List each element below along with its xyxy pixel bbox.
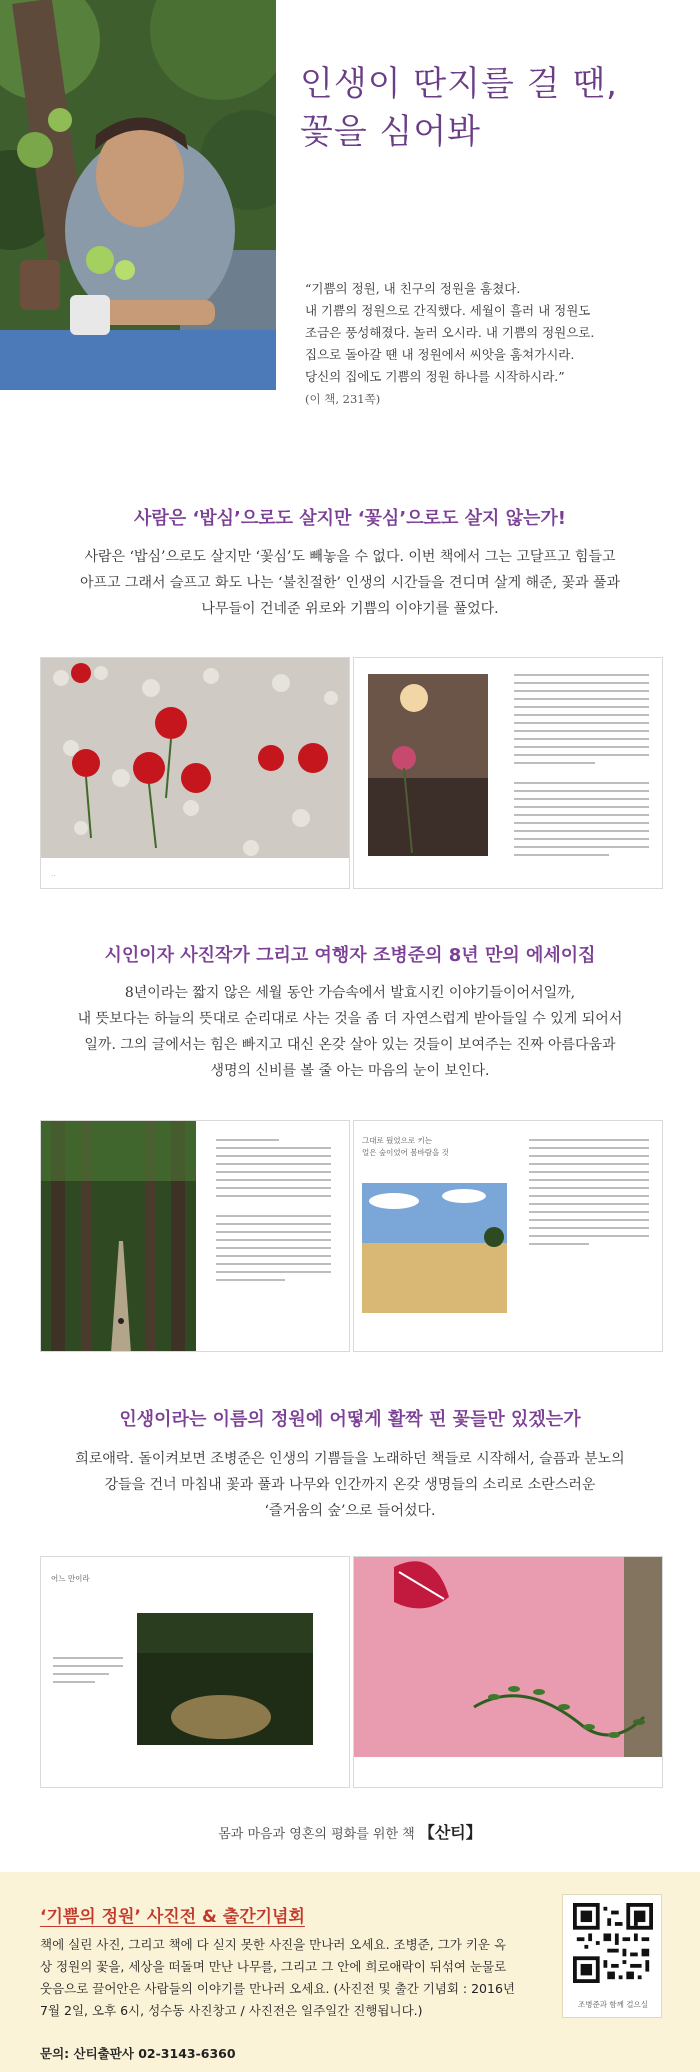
event-line: 상 정원의 꽃을, 세상을 떠돌며 만난 나무를, 그리고 그 안에 희로애락이 뒤섞여 눈물로: [40, 1959, 507, 1974]
body-line: 내 뜻보다는 하늘의 뜻대로 순리대로 사는 것을 좀 더 자연스럽게 받아들일 수 있게 되어서: [77, 1011, 623, 1027]
quote-line: “기쁨의 정원, 내 친구의 정원을 훔쳤다.: [305, 281, 521, 296]
hero-section: [0, 0, 700, 430]
book-quote: [305, 278, 675, 410]
page-caption-line: 그대로 뒀었으로 키는: [362, 1136, 432, 1145]
section-3-body: [50, 1446, 650, 1524]
event-description: [40, 1934, 540, 2022]
body-line: 아프고 그래서 슬프고 화도 나는 ‘불친절한’ 인생의 시간들을 견디며 살게 해준, 꽃과 풀과: [79, 575, 621, 591]
page-caption-line: 얼은 숲이었어 봄바람을 것: [362, 1148, 449, 1157]
quote-line: 조금은 풍성해졌다. 놀러 오시라. 내 기쁨의 정원으로.: [305, 325, 595, 340]
page-text-placeholder: [216, 1139, 331, 1287]
quote-line: 집으로 돌아갈 땐 내 정원에서 씨앗을 훔쳐가시라.: [305, 347, 575, 362]
qr-code-icon[interactable]: [573, 1903, 653, 1983]
body-line: 희로애락. 돌이켜보면 조병준은 인생의 기쁨들을 노래하던 책들로 시작해서, 슬픔과 분노의: [75, 1451, 625, 1467]
qr-label: 조병준과 함께 걸으실: [578, 2000, 648, 2009]
imprint-tagline: 몸과 마음과 영혼의 평화를 위한 책: [218, 1827, 415, 1842]
book-page-image-tree-path: [40, 1120, 350, 1352]
section-2-heading: 시인이자 사진작가 그리고 여행자 조병준의 8년 만의 에세이집: [104, 945, 596, 966]
qr-code-card[interactable]: [562, 1894, 662, 2018]
event-line: 책에 실린 사진, 그리고 책에 다 싣지 못한 사진을 만나러 오세요. 조병준, 그가 키운 옥: [40, 1937, 507, 1952]
event-contact: 문의: 산티출판사 02-3143-6360: [40, 2046, 236, 2061]
hero-title-line-2: 꽃을 심어봐: [300, 112, 482, 152]
author-photo: [0, 0, 276, 390]
page-text-placeholder: [529, 1139, 649, 1251]
page-number: ··: [51, 872, 56, 880]
hero-title-line-1: 인생이 딴지를 걸 땐,: [300, 64, 618, 104]
body-line: 일까. 그의 글에서는 힘은 빠지고 대신 온갖 살아 있는 것들이 보여주는 진짜 아름다움과: [84, 1037, 616, 1053]
quote-line: 내 기쁨의 정원으로 간직했다. 세월이 흘러 내 정원도: [305, 303, 591, 318]
page-header: 어느 만이라: [51, 1574, 90, 1583]
event-line: 7월 2일, 오후 6시, 성수동 사진창고 / 사진전은 일주일간 진행됩니다.): [40, 2003, 423, 2018]
event-section: [0, 1872, 700, 2072]
book-page-image-forest-gate: [40, 1556, 350, 1788]
event-line: 웃음으로 끌어안은 사람들의 이야기를 만나러 오세요. (사진전 및 출간 기념회 : 2016년: [40, 1981, 515, 1996]
body-line: 8년이라는 짧지 않은 세월 동안 가슴속에서 발효시킨 이야기들이어서일까,: [124, 985, 576, 1001]
body-line: ‘즐거움의 숲’으로 들어섰다.: [264, 1503, 436, 1519]
event-title: ‘기쁨의 정원’ 사진전 & 출간기념회: [40, 1907, 305, 1927]
section-2-body: [50, 980, 650, 1084]
publisher-logo: 【산티】: [418, 1823, 482, 1842]
body-line: 생명의 신비를 볼 줄 아는 마음의 눈이 보인다.: [210, 1063, 490, 1079]
book-page-image-wheat-field: [353, 1120, 663, 1352]
book-page-image-roses: [40, 657, 350, 889]
body-line: 나무들이 건네준 위로와 기쁨의 이야기를 풀었다.: [201, 601, 499, 617]
section-1-heading: 사람은 ‘밥심’으로도 살지만 ‘꽃심’으로도 살지 않는가!: [133, 508, 567, 529]
body-line: 강들을 건너 마침내 꽃과 풀과 나무와 인간까지 온갖 생명들의 소리로 소란스러운: [104, 1477, 596, 1493]
section-1-body: [50, 544, 650, 622]
page-text-placeholder: [514, 674, 649, 862]
quote-citation: (이 책, 231쪽): [305, 392, 381, 406]
section-3-heading: 인생이라는 이름의 정원에 어떻게 활짝 핀 꽃들만 있겠는가: [119, 1409, 581, 1430]
quote-line: 당신의 집에도 기쁨의 정원 하나를 시작하시라.”: [305, 369, 565, 384]
body-line: 사람은 ‘밥심’으로도 살지만 ‘꽃심’도 빼놓을 수 없다. 이번 책에서 그는 고달프고 힘들고: [84, 549, 616, 565]
book-page-image-flower-sunset: [353, 657, 663, 889]
publisher-imprint: [0, 1820, 700, 1843]
hero-title: [300, 60, 618, 156]
book-page-image-pink-wall: [353, 1556, 663, 1788]
